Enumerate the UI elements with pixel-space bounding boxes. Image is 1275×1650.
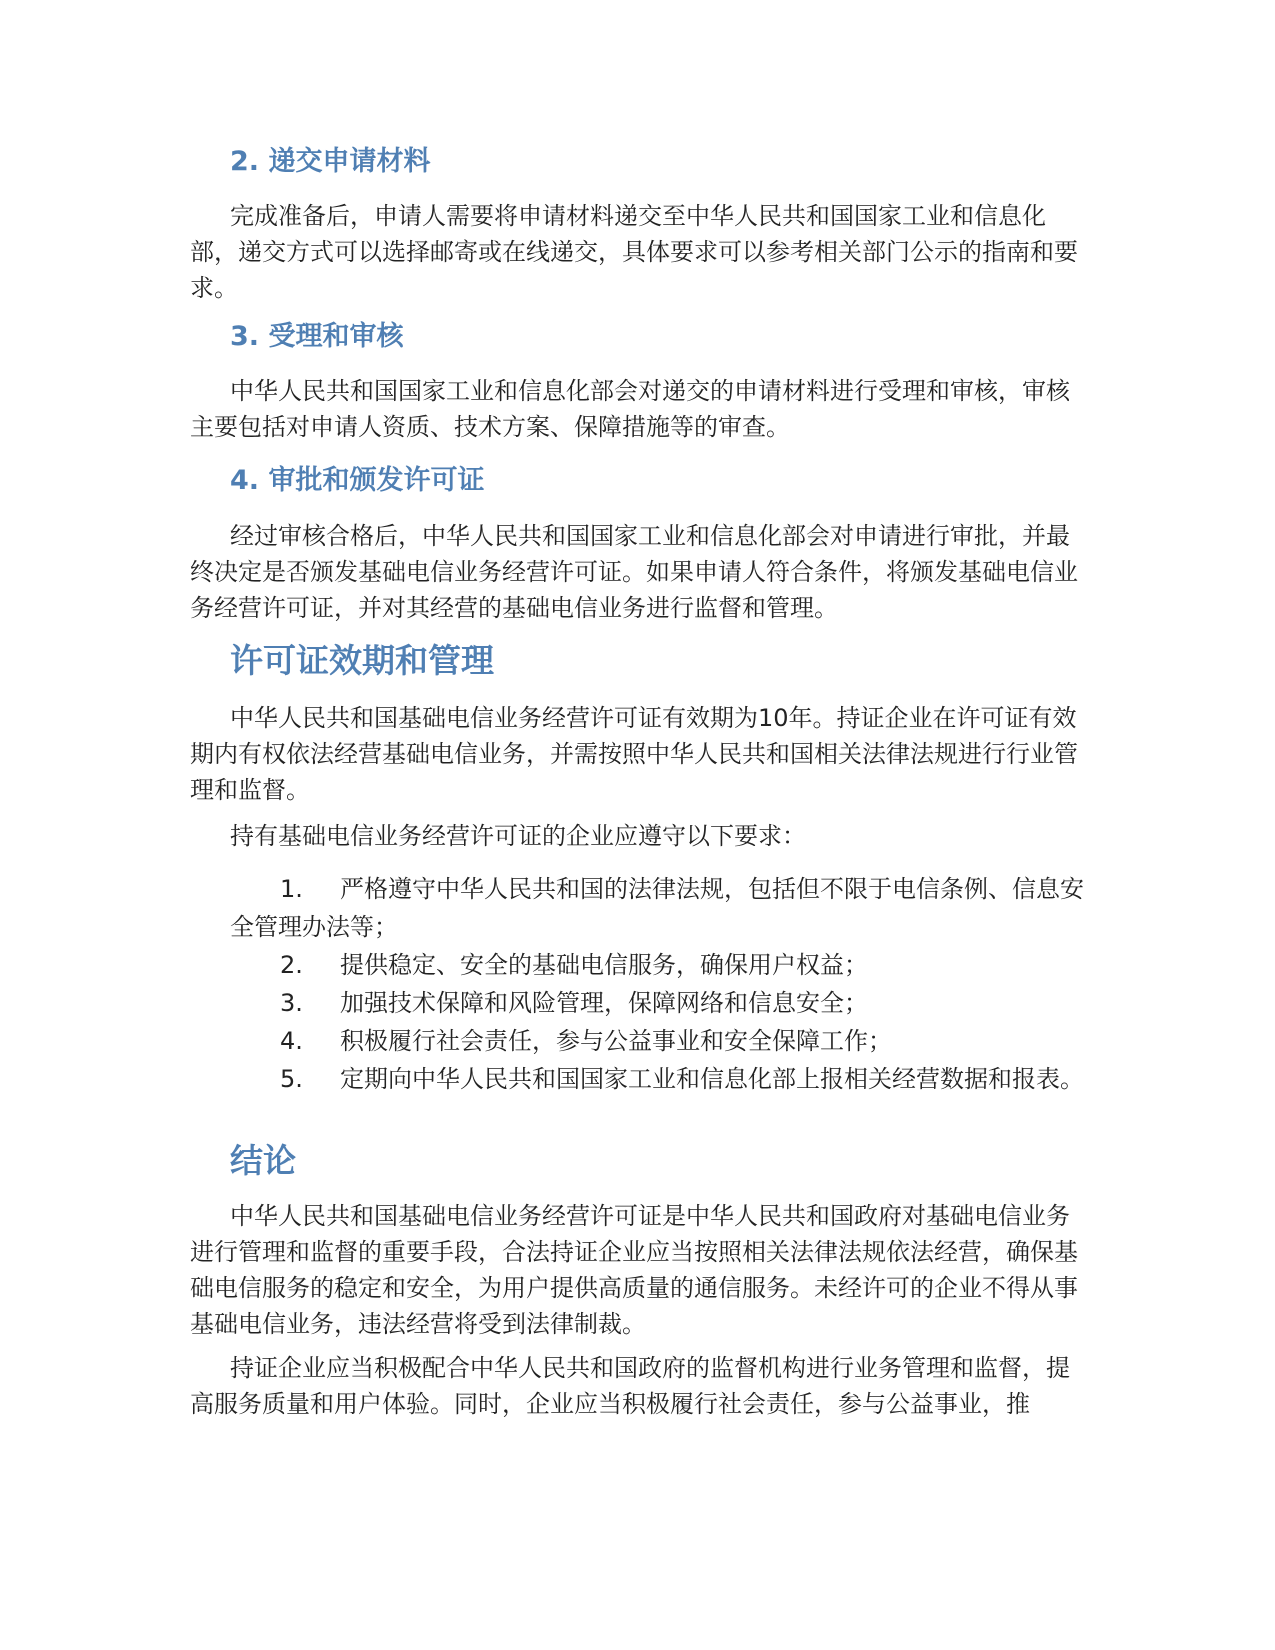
list-item (230, 1022, 1090, 1060)
list-item-number: 4. (280, 1027, 303, 1055)
requirements-list (230, 870, 1090, 1098)
list-item (230, 870, 1090, 946)
conclusion-heading: 结论 (230, 1141, 296, 1180)
list-item (230, 984, 1090, 1022)
conclusion-paragraph-1: 中华人民共和国基础电信业务经营许可证是中华人民共和国政府对基础电信业务进行管理和监督的重要手段，合法持证企业应当按照相关法律法规依法经营，确保基础电信服务的稳定和安全，为用户提供高质量的通信服务。未经许可的企业不得从事基础电信业务，违法经营将受到法律制裁。 (190, 1202, 1078, 1338)
section-heading-approval: 4. 审批和颁发许可证 (230, 465, 485, 496)
section-paragraph-review: 中华人民共和国国家工业和信息化部会对递交的申请材料进行受理和审核，审核主要包括对申请人资质、技术方案、保障措施等的审查。 (190, 377, 1070, 441)
validity-heading: 许可证效期和管理 (230, 641, 494, 680)
section-heading-submit: 2. 递交申请材料 (230, 146, 431, 177)
list-item-text: 定期向中华人民共和国国家工业和信息化部上报相关经营数据和报表。 (340, 1065, 1084, 1093)
list-item-text: 提供稳定、安全的基础电信服务，确保用户权益； (340, 951, 868, 979)
list-item-number: 2. (280, 951, 303, 979)
requirements-intro: 持有基础电信业务经营许可证的企业应遵守以下要求： (230, 822, 806, 850)
validity-paragraph: 中华人民共和国基础电信业务经营许可证有效期为10年。持证企业在许可证有效期内有权依法经营基础电信业务，并需按照中华人民共和国相关法律法规进行行业管理和监督。 (190, 704, 1078, 804)
list-item-number: 1. (280, 875, 303, 903)
list-item-text: 严格遵守中华人民共和国的法律法规，包括但不限于电信条例、信息安全管理办法等； (230, 875, 1084, 941)
list-item-text: 加强技术保障和风险管理，保障网络和信息安全； (340, 989, 868, 1017)
section-paragraph-submit: 完成准备后，申请人需要将申请材料递交至中华人民共和国国家工业和信息化部，递交方式可以选择邮寄或在线递交，具体要求可以参考相关部门公示的指南和要求。 (190, 202, 1078, 302)
conclusion-paragraph-2: 持证企业应当积极配合中华人民共和国政府的监督机构进行业务管理和监督，提高服务质量和用户体验。同时，企业应当积极履行社会责任，参与公益事业，推 (190, 1354, 1070, 1418)
list-item (230, 1060, 1090, 1098)
list-item-number: 5. (280, 1065, 303, 1093)
section-heading-review: 3. 受理和审核 (230, 321, 404, 352)
list-item-text: 积极履行社会责任，参与公益事业和安全保障工作； (340, 1027, 892, 1055)
list-item-number: 3. (280, 989, 303, 1017)
list-item (230, 946, 1090, 984)
section-paragraph-approval: 经过审核合格后，中华人民共和国国家工业和信息化部会对申请进行审批，并最终决定是否颁发基础电信业务经营许可证。如果申请人符合条件，将颁发基础电信业务经营许可证，并对其经营的基础电信业务进行监督和管理。 (190, 522, 1078, 622)
